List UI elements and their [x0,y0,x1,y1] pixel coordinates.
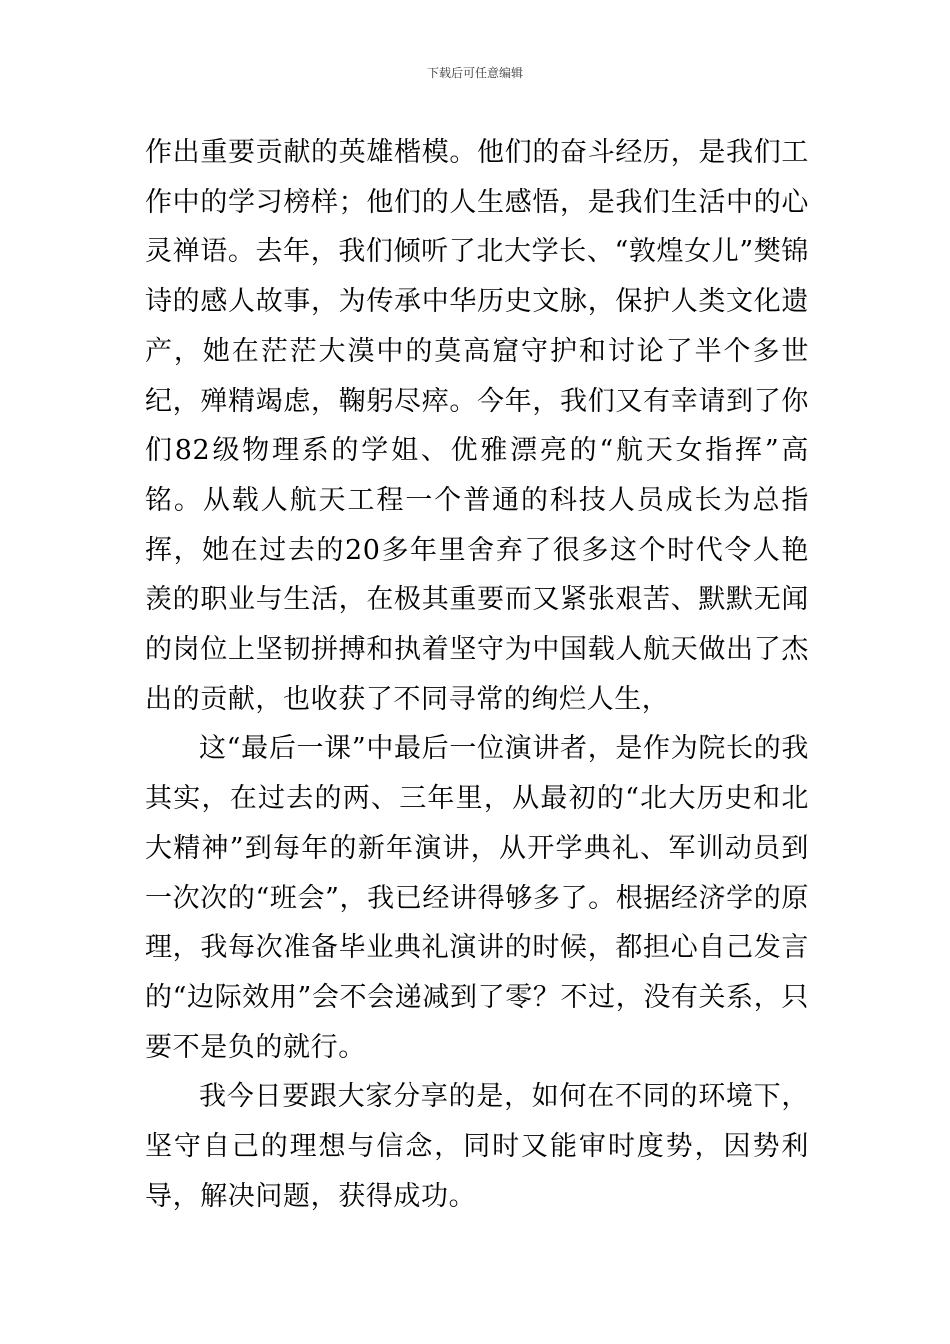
document-body [145,128,809,1221]
paragraph-2: 这“最后一课”中最后一位演讲者，是作为院长的我其实，在过去的两、三年里，从最初的“北大历史和北大精神”到每年的新年演讲，从开学典礼、军训动员到一次次的“班会”，我已经讲得够多了。根据经济学的原理，我每次准备毕业典礼演讲的时候，都担心自己发言的“边际效用”会不会递减到了零？不过，没有关系，只要不是负的就行。 [145,733,809,1063]
page-header-note: 下载后可任意编辑 [426,66,523,80]
paragraph-3: 我今日要跟大家分享的是，如何在不同的环境下，坚守自己的理想与信念，同时又能审时度势，因势利导，解决问题，获得成功。 [145,1081,809,1212]
paragraph-1: 作出重要贡献的英雄楷模。他们的奋斗经历，是我们工作中的学习榜样；他们的人生感悟，是我们生活中的心灵禅语。去年，我们倾听了北大学长、“敦煌女儿”樊锦诗的感人故事，为传承中华历史文脉，保护人类文化遗产，她在茫茫大漠中的莫高窟守护和讨论了半个多世纪，殚精竭虑，鞠躬尽瘁。今年，我们又有幸请到了你们82级物理系的学姐、优雅漂亮的“航天女指挥”高铭。从载人航天工程一个普通的科技人员成长为总指挥，她在过去的20多年里舍弃了很多这个时代令人艳羡的职业与生活，在极其重要而又紧张艰苦、默默无闻的岗位上坚韧拼搏和执着坚守为中国载人航天做出了杰出的贡献，也收获了不同寻常的绚烂人生， [145,137,809,715]
